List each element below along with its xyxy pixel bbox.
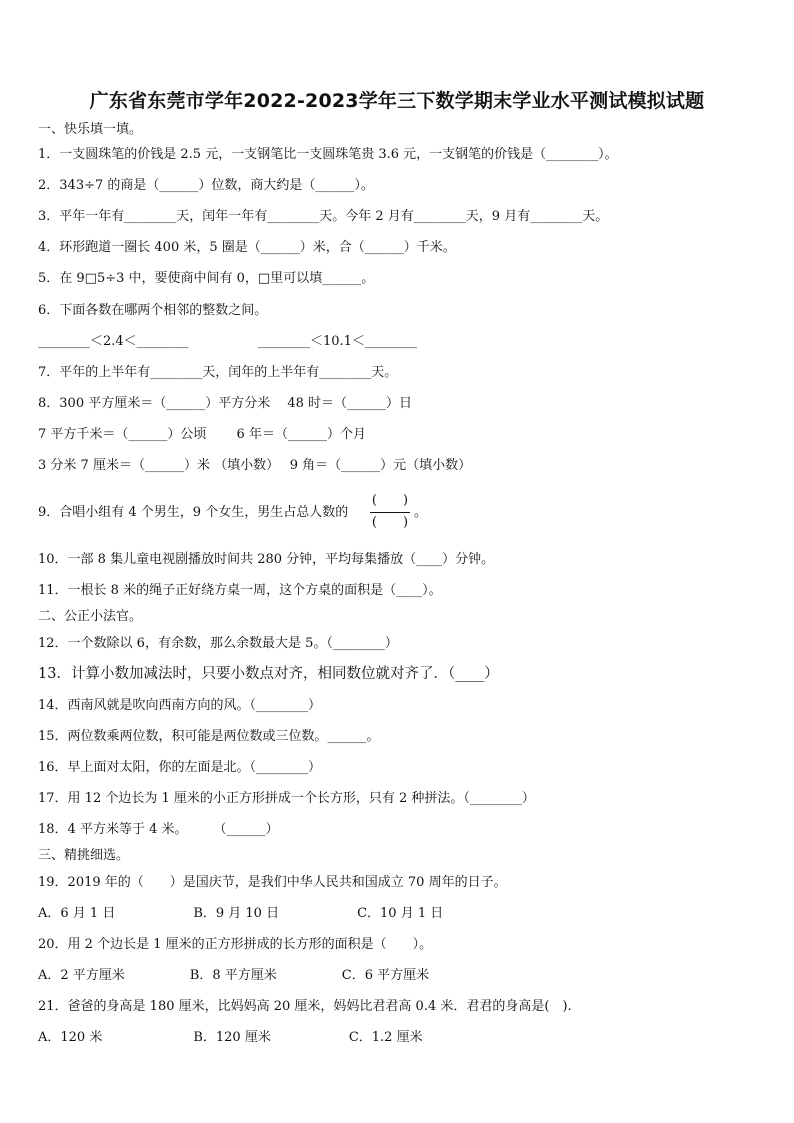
question-19-options: A．6 月 1 日 B．9 月 10 日 C．10 月 1 日 <box>38 906 444 921</box>
question-14: 14．西南风就是吹向西南方向的风。（________） <box>38 698 322 713</box>
section-heading-3: 三、精挑细选。 <box>38 848 130 863</box>
question-1: 1．一支圆珠笔的价钱是 2.5 元，一支钢笔比一支圆珠笔贵 3.6 元，一支钢笔的价钱是（________）。 <box>38 147 618 162</box>
question-9-fraction <box>368 493 412 533</box>
question-12: 12．一个数除以 6，有余数，那么余数最大是 5。（________） <box>38 636 398 651</box>
question-2: 2．343÷7 的商是（______）位数，商大约是（______）。 <box>38 178 374 193</box>
question-17: 17．用 12 个边长为 1 厘米的小正方形拼成一个长方形，只有 2 种拼法。（________） <box>38 791 535 806</box>
question-6-blank-b: ________＜10.1＜________ <box>258 334 417 349</box>
question-11: 11．一根长 8 米的绳子正好绕方桌一周，这个方桌的面积是（____）。 <box>38 583 442 598</box>
question-21-options: A．120 米 B．120 厘米 C．1.2 厘米 <box>38 1030 423 1045</box>
question-18: 18．4 平方米等于 4 米。 （______） <box>38 822 279 837</box>
question-5: 5．在 9□5÷3 中，要使商中间有 0，□里可以填______。 <box>38 271 375 286</box>
question-21: 21．爸爸的身高是 180 厘米，比妈妈高 20 厘米，妈妈比君君高 0.4 米．君君的身高是( ). <box>38 999 572 1014</box>
question-20-options: A．2 平方厘米 B．8 平方厘米 C．6 平方厘米 <box>38 968 430 983</box>
question-10: 10．一部 8 集儿童电视剧播放时间共 280 分钟，平均每集播放（____）分钟。 <box>38 552 495 567</box>
question-8-line-2: 7 平方千米＝（______）公顷 6 年＝（______）个月 <box>38 427 366 442</box>
question-15: 15．两位数乘两位数，积可能是两位数或三位数。______。 <box>38 729 380 744</box>
section-heading-2: 二、公正小法官。 <box>38 609 143 624</box>
question-16: 16．早上面对太阳，你的左面是北。（________） <box>38 760 322 775</box>
question-8-line-1: 8．300 平方厘米＝（______）平方分米 48 时＝（______）日 <box>38 396 413 411</box>
question-19: 19．2019 年的（ ）是国庆节，是我们中华人民共和国成立 70 周年的日子。 <box>38 875 507 890</box>
page-title: 广东省东莞市学年2022-2023学年三下数学期末学业水平测试模拟试题 <box>89 90 705 112</box>
question-8-line-3: 3 分米 7 厘米＝（______）米 （填小数） 9 角＝（______）元（填小数） <box>38 458 472 473</box>
question-6: 6．下面各数在哪两个相邻的整数之间。 <box>38 303 268 318</box>
fraction-denominator: ( ) <box>371 515 409 530</box>
fraction-bar <box>370 512 410 513</box>
question-13: 13．计算小数加减法时，只要小数点对齐，相同数位就对齐了．（____） <box>38 666 499 682</box>
question-6-blank-a: ________＜2.4＜________ <box>38 334 189 349</box>
question-20: 20．用 2 个边长是 1 厘米的正方形拼成的长方形的面积是（ ）。 <box>38 937 433 952</box>
section-heading-1: 一、快乐填一填。 <box>38 122 143 137</box>
question-9-end: 。 <box>414 505 428 520</box>
question-4: 4．环形跑道一圈长 400 米，5 圈是（______）米，合（______）千米。 <box>38 240 456 255</box>
question-7: 7．平年的上半年有________天，闰年的上半年有________天。 <box>38 365 398 380</box>
question-3: 3．平年一年有________天，闰年一年有________天。今年 2 月有________天，9 月有________天。 <box>38 209 609 224</box>
question-9: 9．合唱小组有 4 个男生，9 个女生，男生占总人数的 <box>38 505 349 520</box>
fraction-numerator: ( ) <box>371 493 409 508</box>
